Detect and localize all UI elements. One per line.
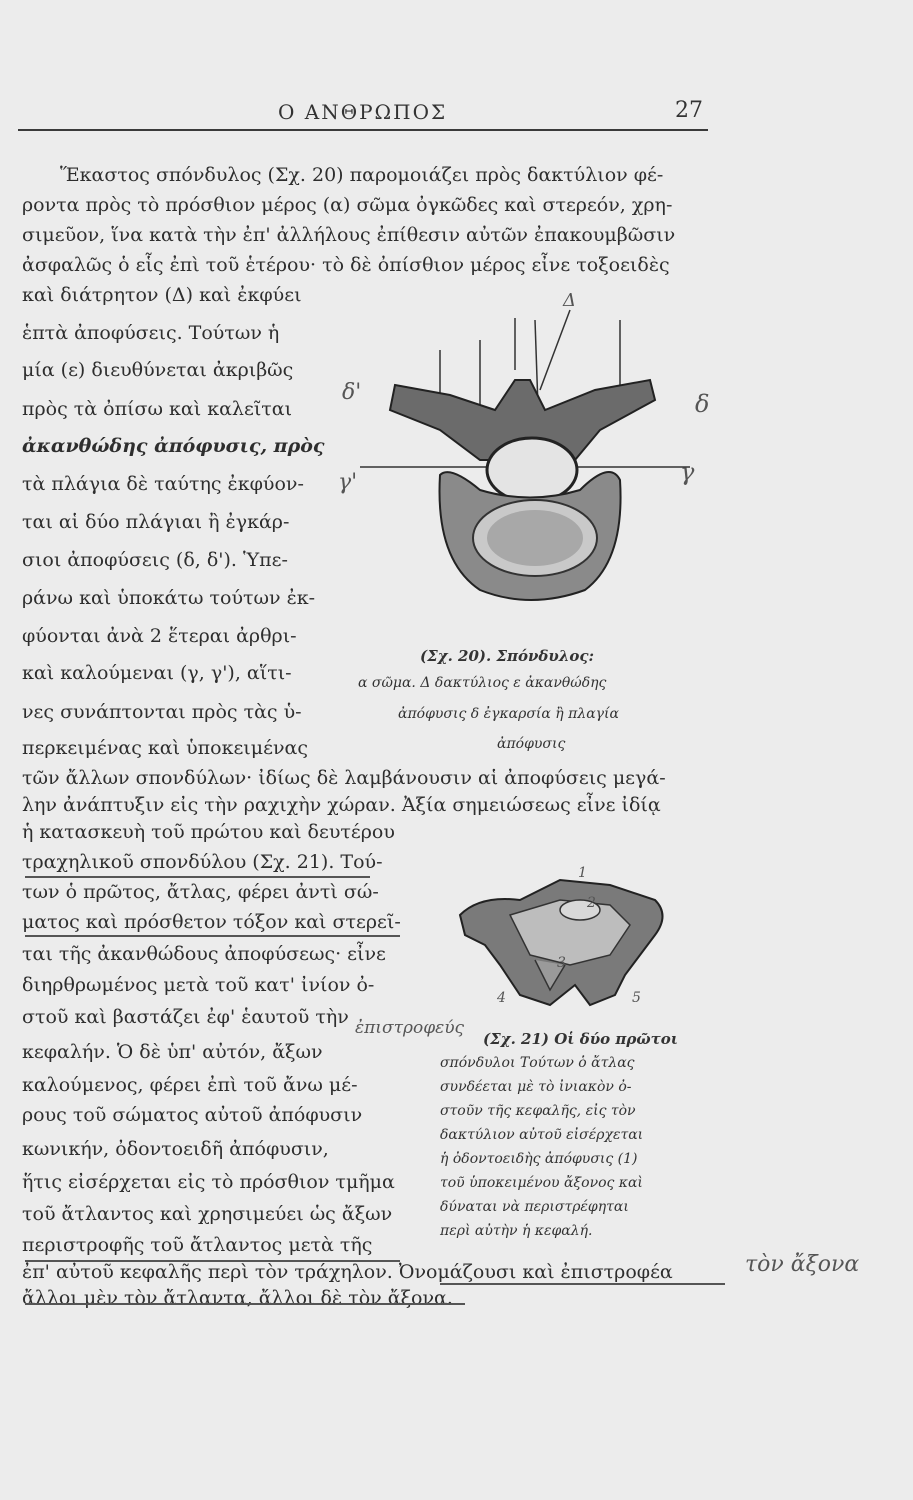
atlas-axis-figure [440, 855, 680, 1015]
text-line: τὰ πλάγια δὲ ταύτης ἐκφύον- [22, 473, 304, 495]
text-line: καλούμενος, φέρει ἐπὶ τοῦ ἄνω μέ- [22, 1074, 358, 1096]
text-line: ρους τοῦ σώματος αὐτοῦ ἀπόφυσιν [22, 1104, 363, 1126]
figure-label: Δ [563, 290, 576, 311]
text-line: ἑπτὰ ἀποφύσεις. Τούτων ἡ [22, 322, 280, 344]
text-line: νες συνάπτονται πρὸς τὰς ὑ- [22, 701, 302, 723]
figure-caption: δακτύλιον αὐτοῦ εἰσέρχεται [440, 1127, 644, 1143]
page-number: 27 [675, 98, 703, 123]
text-line: μία (ε) διευθύνεται ἀκριβῶς [22, 359, 294, 381]
pencil-underline [25, 876, 370, 878]
text-line: τραχηλικοῦ σπονδύλου (Σχ. 21). Τού- [22, 851, 383, 873]
figure-label: 5 [632, 990, 641, 1006]
text-line: ται αἱ δύο πλάγιαι ἢ ἐγκάρ- [22, 511, 290, 533]
figure-caption: δύναται νὰ περιστρέφηται [440, 1199, 629, 1215]
figure-label: γ [680, 458, 695, 486]
text-line: ἡ κατασκευὴ τοῦ πρώτου καὶ δευτέρου [22, 821, 395, 843]
figure-caption: α σῶμα. Δ δακτύλιος ε ἀκανθώδης [358, 675, 607, 691]
text-line: σιμεῦον, ἵνα κατὰ τὴν ἐπ' ἀλλήλους ἐπίθεσιν αὐτῶν ἐπακουμβῶσιν [22, 224, 676, 246]
text-line: κωνικήν, ὀδοντοειδῆ ἀπόφυσιν, [22, 1138, 329, 1160]
pencil-annotation: ἐπιστροφεύς [355, 1018, 465, 1038]
figure-caption: ἀπόφυσις δ ἐγκαρσία ἢ πλαγία [398, 706, 619, 722]
figure-caption: συνδέεται μὲ τὸ ἰνιακὸν ὀ- [440, 1079, 632, 1095]
text-line: ἄλλοι μὲν τὸν ἄτλαντα, ἄλλοι δὲ τὸν ἄξονα. [22, 1287, 453, 1309]
pencil-underline [25, 1260, 400, 1262]
text-line: ται τῆς ἀκανθώδους ἀποφύσεως· εἶνε [22, 943, 386, 965]
figure-caption: τοῦ ὑποκειμένου ἄξονος καὶ [440, 1175, 643, 1191]
figure-label: 2 [587, 895, 596, 911]
text-line: ἐπ' αὐτοῦ κεφαλῆς περὶ τὸν τράχηλον. Ὀνομάζουσι καὶ ἐπιστροφέα [22, 1261, 673, 1283]
text-line: φύονται ἀνὰ 2 ἕτεραι ἀρθρι- [22, 625, 297, 647]
pencil-underline [440, 1283, 725, 1285]
figure-caption: (Σχ. 20). Σπόνδυλος: [420, 647, 595, 665]
text-line: ἀκανθώδης ἀπόφυσις, πρὸς [22, 435, 325, 457]
text-line: ματος καὶ πρόσθετον τόξον καὶ στερεῖ- [22, 911, 401, 933]
header-rule [18, 129, 708, 131]
text-line: πρὸς τὰ ὀπίσω καὶ καλεῖται [22, 398, 293, 420]
figure-label: 1 [578, 865, 587, 881]
page-header-title: Ο ΑΝΘΡΩΠΟΣ [278, 100, 448, 124]
pencil-underline [25, 1303, 465, 1305]
text-line: κεφαλήν. Ὁ δὲ ὑπ' αὐτόν, ἄξων [22, 1041, 323, 1063]
figure-label: γ' [338, 470, 358, 495]
text-line: σιοι ἀποφύσεις (δ, δ'). Ὑπε- [22, 549, 288, 571]
text-line: των ὁ πρῶτος, ἄτλας, φέρει ἀντὶ σώ- [22, 881, 379, 903]
text-line: ἥτις εἰσέρχεται εἰς τὸ πρόσθιον τμῆμα [22, 1171, 395, 1193]
figure-label: δ [695, 390, 710, 418]
text-line: στοῦ καὶ βαστάζει ἐφ' ἑαυτοῦ τὴν [22, 1006, 349, 1028]
figure-label: 4 [497, 990, 506, 1006]
text-line: καὶ διάτρητον (Δ) καὶ ἐκφύει [22, 284, 302, 306]
pencil-underline [25, 935, 400, 937]
figure-caption: στοῦν τῆς κεφαλῆς, εἰς τὸν [440, 1103, 636, 1119]
text-line: περκειμένας καὶ ὑποκειμένας [22, 737, 308, 759]
text-line: περιστροφῆς τοῦ ἄτλαντος μετὰ τῆς [22, 1234, 373, 1256]
figure-caption: σπόνδυλοι Τούτων ὁ ἄτλας [440, 1055, 635, 1071]
text-line: ράνω καὶ ὑποκάτω τούτων ἐκ- [22, 587, 316, 609]
text-line: λην ἀνάπτυξιν εἰς τὴν ραχιχὴν χώραν. Ἀξία σημειώσεως εἶνε ἰδίᾳ [22, 794, 661, 816]
text-line: καὶ καλούμεναι (γ, γ'), αἵτι- [22, 662, 292, 684]
figure-caption: ἡ ὀδοντοειδὴς ἀπόφυσις (1) [440, 1151, 638, 1167]
text-line: τοῦ ἄτλαντος καὶ χρησιμεύει ὡς ἄξων [22, 1203, 393, 1225]
text-line: τῶν ἄλλων σπονδύλων· ἰδίως δὲ λαμβάνουσιν αἱ ἀποφύσεις μεγά- [22, 767, 666, 789]
text-line: ροντα πρὸς τὸ πρόσθιον μέρος (α) σῶμα ὀγκῶδες καὶ στερεόν, χρη- [22, 194, 673, 216]
figure-label: δ' [342, 380, 362, 405]
figure-caption: (Σχ. 21) Οἱ δύο πρῶτοι [483, 1030, 678, 1048]
text-line: ἀσφαλῶς ὁ εἷς ἐπὶ τοῦ ἑτέρου· τὸ δὲ ὀπίσθιον μέρος εἶνε τοξοειδὲς [22, 254, 670, 276]
pencil-annotation: τὸν ἄξονα [745, 1252, 860, 1277]
figure-label: 3 [557, 955, 566, 971]
figure-caption: ἀπόφυσις [497, 736, 566, 752]
text-line: Ἕκαστος σπόνδυλος (Σχ. 20) παρομοιάζει πρὸς δακτύλιον φέ- [60, 164, 664, 186]
vertebra-figure [330, 300, 720, 630]
figure-caption: περὶ αὐτὴν ἡ κεφαλή. [440, 1223, 593, 1239]
text-line: διηρθρωμένος μετὰ τοῦ κατ' ἰνίον ὀ- [22, 974, 375, 996]
